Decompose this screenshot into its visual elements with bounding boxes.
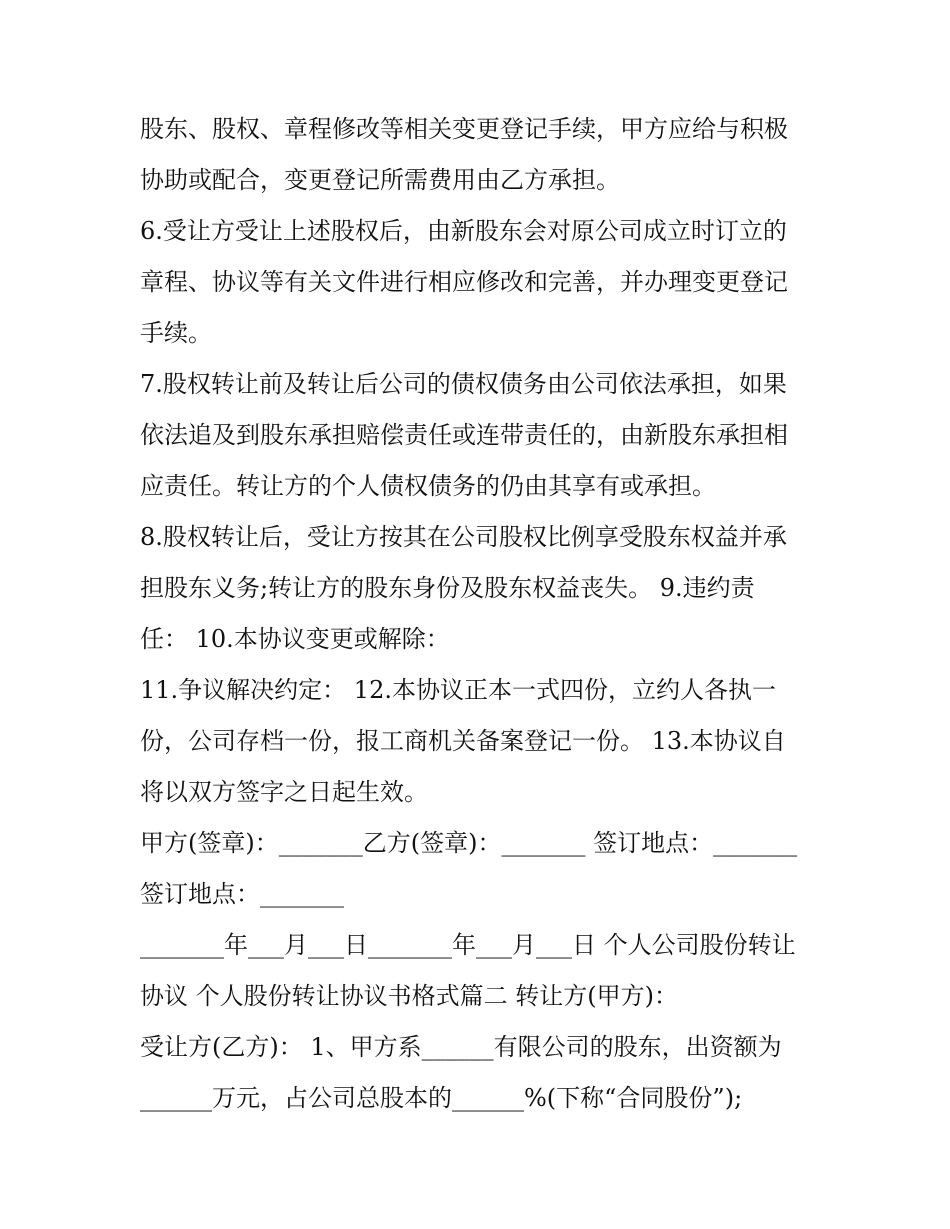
text-line: 协助或配合，变更登记所需费用由乙方承担。 [140,166,620,194]
date-line: _______年___月___日_______年___月___日 个人公司股份转让 [140,931,796,959]
text-line: 章程、协议等有关文件进行相应修改和完善，并办理变更登记 [140,268,788,296]
text-line: 依法追及到股东承担赔偿责任或连带责任的，由新股东承担相 [140,421,788,449]
text-line: 将以双方签字之日起生效。 [140,778,428,806]
text-line: 7.股权转让前及转让后公司的债权债务由公司依法承担，如果 [140,370,787,398]
document-body [140,104,820,1124]
text-line: 担股东义务;转让方的股东身份及股东权益丧失。 9.违约责 [140,574,755,602]
signature-line: 甲方(签章)：_______乙方(签章)：_______ 签订地点：_______ [140,829,798,857]
text-line: 6.受让方受让上述股权后，由新股东会对原公司成立时订立的 [140,217,787,245]
signing-place-line: 签订地点：_______ [140,880,344,908]
text-line: 协议 个人股份转让协议书格式篇二 转让方(甲方)： [140,982,678,1010]
text-line: ______万元，占公司总股本的______%(下称“合同股份”); [140,1084,743,1112]
text-line: 受让方(乙方)： 1、甲方系______有限公司的股东，出资额为 [140,1033,782,1061]
text-line: 11.争议解决约定： 12.本协议正本一式四份，立约人各执一 [140,676,776,704]
text-line: 份，公司存档一份，报工商机关备案登记一份。 13.本协议自 [140,727,786,755]
text-line: 8.股权转让后，受让方按其在公司股权比例享受股东权益并承 [140,523,787,551]
text-line: 任： 10.本协议变更或解除： [140,625,450,653]
text-line: 应责任。转让方的个人债权债务的仍由其享有或承担。 [140,472,716,500]
text-line: 手续。 [140,319,212,347]
text-line: 股东、股权、章程修改等相关变更登记手续，甲方应给与积极 [140,115,788,143]
